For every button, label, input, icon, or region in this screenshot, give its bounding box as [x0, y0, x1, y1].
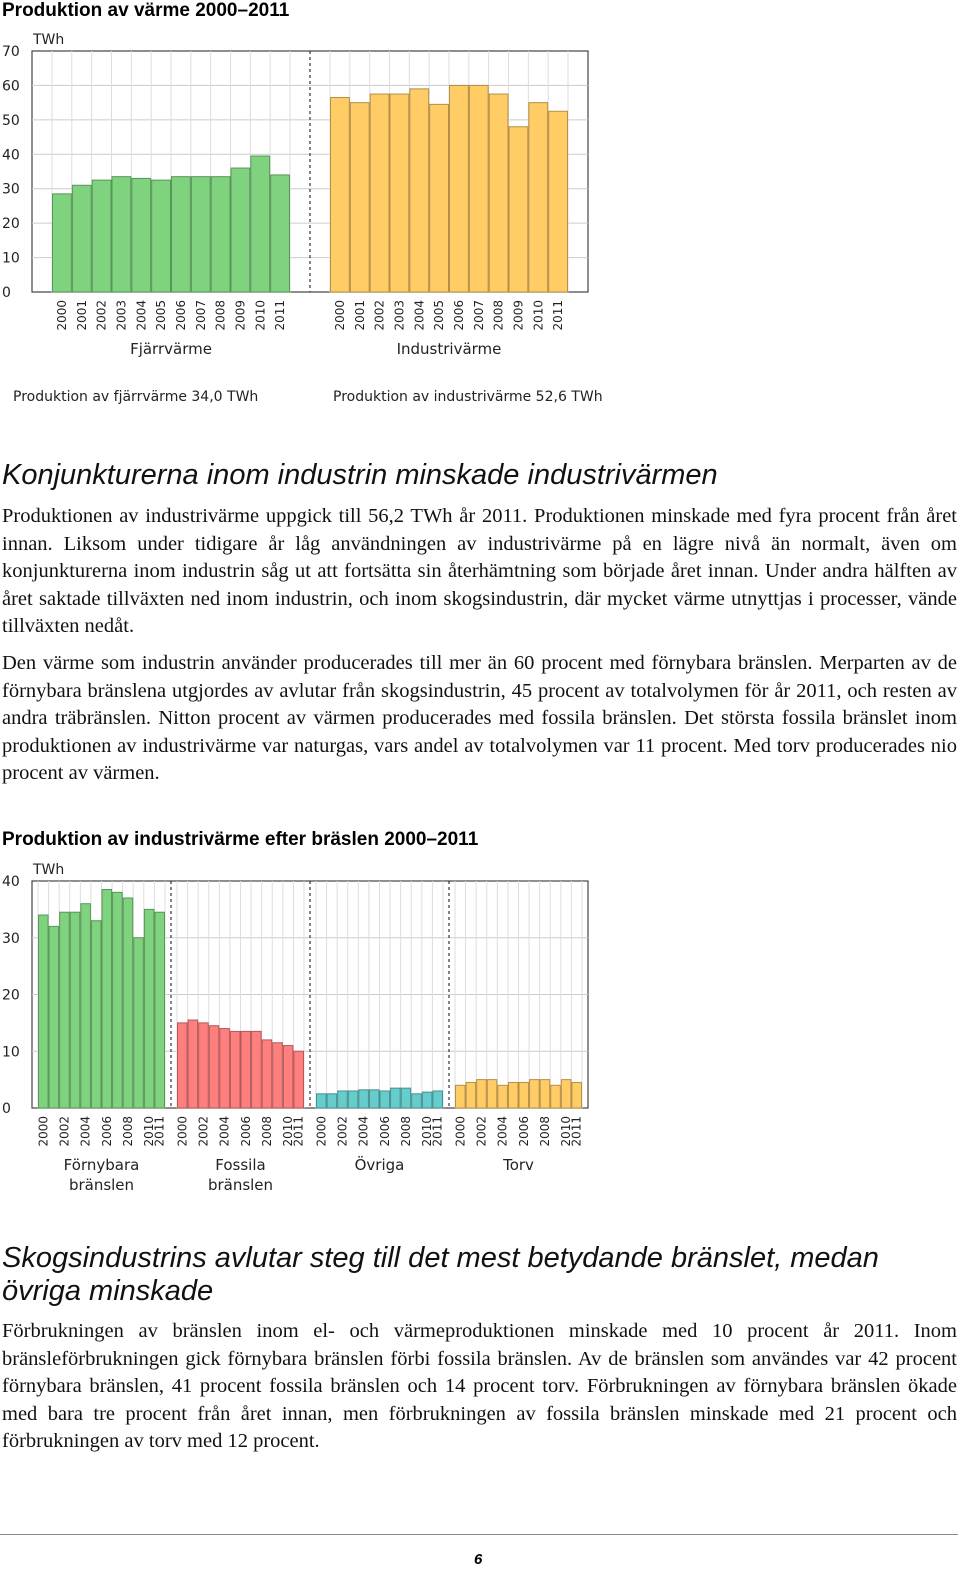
- bar: [540, 1080, 550, 1108]
- x-tick-label: 2004: [78, 1116, 93, 1147]
- bar: [102, 890, 112, 1108]
- series-label: Fjärrvärme: [130, 340, 212, 358]
- x-tick-label: 2000: [314, 1116, 329, 1147]
- bar: [294, 1051, 304, 1108]
- section1-paragraph-1: Produktionen av industrivärme uppgick till 56,2 TWh år 2011. Produktionen minskade med fyra procent från året innan. Liksom under tidigare år låg användningen av industrivärme på en lägre nivå än normalt, även om konjunkturerna inom industrin såg ut att fortsätta sin återhämtning som började året innan. Under andra hälften av året saktade tillväxten ned inom industrin, och inom skogsindustrin, där mycket värme utnyttjas i processer, vände tillväxten nedåt.: [2, 505, 957, 637]
- bar: [331, 97, 350, 292]
- bar: [572, 1082, 582, 1108]
- x-tick-label: 2004: [134, 300, 149, 331]
- bar: [561, 1080, 571, 1108]
- x-tick-label: 2010: [559, 1116, 574, 1147]
- chart1-note-industrial: Produktion av industrivärme 52,6 TWh: [333, 389, 603, 405]
- x-tick-label: 2002: [372, 300, 387, 331]
- bar: [370, 94, 389, 292]
- y-tick-label: 50: [2, 112, 20, 129]
- x-tick-label: 2002: [335, 1116, 350, 1147]
- x-tick-label: 2000: [332, 300, 347, 331]
- bar: [529, 103, 548, 292]
- bar: [477, 1080, 487, 1108]
- bar: [551, 1085, 561, 1108]
- x-tick-label: 2008: [213, 300, 228, 331]
- x-tick-label: 2010: [253, 300, 268, 331]
- bar: [188, 1020, 198, 1108]
- bar: [359, 1090, 369, 1108]
- series-label: Förnybara: [63, 1156, 140, 1174]
- x-tick-label: 2002: [196, 1116, 211, 1147]
- bar: [251, 156, 270, 292]
- bar: [380, 1091, 390, 1108]
- bar: [327, 1094, 337, 1108]
- bar: [273, 1043, 283, 1108]
- x-tick-label: 2003: [114, 300, 129, 331]
- bar: [241, 1031, 251, 1108]
- series-label: bränslen: [207, 1176, 274, 1194]
- y-axis-unit: TWh: [33, 32, 65, 48]
- series-label: Torv: [503, 1156, 534, 1174]
- bar: [91, 921, 101, 1108]
- bar: [422, 1092, 432, 1108]
- bar: [134, 938, 144, 1108]
- series-label: Fossila: [215, 1156, 266, 1174]
- x-tick-label: 2008: [491, 300, 506, 331]
- bar: [498, 1085, 508, 1108]
- x-tick-label: 2007: [471, 300, 486, 331]
- bar: [466, 1082, 476, 1108]
- x-tick-label: 2011: [152, 1116, 167, 1147]
- x-tick-label: 2005: [432, 300, 447, 331]
- bar: [549, 111, 568, 292]
- bar: [469, 85, 488, 292]
- x-tick-label: 2011: [551, 300, 566, 331]
- bar: [348, 1091, 358, 1108]
- bar: [487, 1080, 497, 1108]
- y-tick-label: 10: [2, 1044, 20, 1061]
- bar: [211, 177, 230, 292]
- bar: [39, 915, 49, 1108]
- bar: [283, 1046, 293, 1108]
- bar: [430, 104, 449, 292]
- x-tick-label: 2006: [173, 300, 188, 331]
- bar: [199, 1023, 209, 1108]
- chart1-title: Produktion av värme 2000–2011: [2, 0, 290, 21]
- x-tick-label: 2004: [495, 1116, 510, 1147]
- x-tick-label: 2008: [537, 1116, 552, 1147]
- bar: [155, 912, 165, 1108]
- y-tick-label: 0: [2, 285, 11, 301]
- bar: [191, 177, 210, 292]
- x-tick-label: 2002: [94, 300, 109, 331]
- y-tick-label: 70: [2, 44, 20, 60]
- x-tick-label: 2004: [412, 300, 427, 331]
- bar: [391, 1088, 401, 1108]
- x-tick-label: 2010: [531, 300, 546, 331]
- bar: [172, 177, 191, 292]
- x-tick-label: 2009: [511, 300, 526, 331]
- bar: [112, 177, 131, 292]
- bar: [401, 1088, 411, 1108]
- section1-heading: Konjunkturerna inom industrin minskade industrivärmen: [2, 459, 718, 491]
- x-tick-label: 2000: [453, 1116, 468, 1147]
- bar: [369, 1090, 379, 1108]
- bar: [410, 89, 429, 292]
- x-tick-label: 2011: [569, 1116, 584, 1147]
- series-label: Övriga: [354, 1156, 405, 1174]
- series-label: bränslen: [68, 1176, 135, 1194]
- x-tick-label: 2006: [99, 1116, 114, 1147]
- bar: [123, 898, 133, 1108]
- x-tick-label: 2005: [154, 300, 169, 331]
- bar: [390, 94, 409, 292]
- x-tick-label: 2011: [430, 1116, 445, 1147]
- y-tick-label: 10: [2, 250, 20, 267]
- bar: [70, 912, 80, 1108]
- x-tick-label: 2008: [398, 1116, 413, 1147]
- bar: [450, 85, 469, 292]
- page-number: 6: [474, 1551, 483, 1568]
- x-tick-label: 2009: [233, 300, 248, 331]
- bar: [113, 892, 123, 1108]
- y-axis-unit: TWh: [33, 862, 65, 878]
- x-tick-label: 2010: [281, 1116, 296, 1147]
- bar: [252, 1031, 262, 1108]
- bar: [508, 1082, 518, 1108]
- bar: [231, 168, 250, 292]
- bar: [412, 1094, 422, 1108]
- x-tick-label: 2000: [175, 1116, 190, 1147]
- heat-production-chart: [0, 22, 620, 402]
- x-tick-label: 2000: [36, 1116, 51, 1147]
- bar: [530, 1080, 540, 1108]
- bar: [262, 1040, 272, 1108]
- bar: [132, 178, 151, 292]
- y-tick-label: 30: [2, 930, 20, 947]
- x-tick-label: 2002: [474, 1116, 489, 1147]
- bar: [433, 1091, 443, 1108]
- x-tick-label: 2006: [238, 1116, 253, 1147]
- bar: [144, 909, 154, 1108]
- bar: [152, 180, 171, 292]
- bar: [49, 926, 59, 1108]
- chart2-title: Produktion av industrivärme efter bräslen 2000–2011: [2, 829, 479, 850]
- bar: [509, 127, 528, 292]
- y-tick-label: 60: [2, 78, 20, 95]
- bar: [209, 1026, 219, 1108]
- bar: [92, 180, 111, 292]
- x-tick-label: 2003: [392, 300, 407, 331]
- bar: [81, 904, 91, 1108]
- chart1-note-district: Produktion av fjärrvärme 34,0 TWh: [13, 389, 259, 405]
- x-tick-label: 2002: [57, 1116, 72, 1147]
- industrial-heat-by-fuel-chart: [0, 852, 620, 1202]
- series-label: Industrivärme: [396, 340, 502, 358]
- bar: [178, 1023, 188, 1108]
- x-tick-label: 2001: [352, 300, 367, 331]
- bar: [271, 175, 290, 292]
- footer-divider: [0, 1534, 958, 1535]
- bar: [519, 1082, 529, 1108]
- bar: [338, 1091, 348, 1108]
- bar: [350, 103, 369, 292]
- x-tick-label: 2006: [377, 1116, 392, 1147]
- bar: [220, 1029, 230, 1108]
- section2-heading: Skogsindustrins avlutar steg till det mest betydande bränslet, medan övriga minskade: [2, 1242, 879, 1307]
- bar: [456, 1085, 466, 1108]
- y-tick-label: 30: [2, 181, 20, 198]
- x-tick-label: 2007: [193, 300, 208, 331]
- section1-paragraph-2: Den värme som industrin använder producerades till mer än 60 procent med förnybara bränslen. Merparten av de förnybara bränslena utgjordes av avlutar från skogsindustrin, 45 procent av totalvolymen för år 2011, och resten av andra träbränslen. Nitton procent av värmen producerades med fossila bränslen. Det största fossila bränslet inom produktionen av industrivärme var naturgas, vars andel av totalvolymen var 11 procent. Med torv producerades nio procent av värmen.: [2, 652, 957, 784]
- x-tick-label: 2011: [273, 300, 288, 331]
- x-tick-label: 2006: [451, 300, 466, 331]
- x-tick-label: 2000: [54, 300, 69, 331]
- x-tick-label: 2006: [516, 1116, 531, 1147]
- bar: [53, 194, 72, 292]
- bar: [60, 912, 70, 1108]
- bar: [230, 1031, 240, 1108]
- y-tick-label: 20: [2, 987, 20, 1004]
- y-tick-label: 20: [2, 216, 20, 233]
- x-tick-label: 2004: [217, 1116, 232, 1147]
- y-tick-label: 40: [2, 874, 20, 890]
- y-tick-label: 40: [2, 147, 20, 164]
- bar: [489, 94, 508, 292]
- x-tick-label: 2010: [420, 1116, 435, 1147]
- y-tick-label: 0: [2, 1101, 11, 1117]
- section2-paragraph-1: Förbrukningen av bränslen inom el- och värmeproduktionen minskade med 10 procent år 2011. Inom bränsleförbrukningen gick förnybara bränslen förbi fossila bränslen. Av de bränslen som användes var 42 procent förnybara bränslen, 41 procent fossila bränslen och 14 procent torv. Förbrukningen av förnybara bränslen ökade med bara tre procent från året innan, men förbrukningen av fossila bränslen minskade med 21 procent och förbrukningen av torv med 12 procent.: [2, 1320, 957, 1452]
- x-tick-label: 2011: [291, 1116, 306, 1147]
- bar: [317, 1094, 327, 1108]
- x-tick-label: 2010: [142, 1116, 157, 1147]
- bar: [72, 185, 91, 292]
- x-tick-label: 2004: [356, 1116, 371, 1147]
- x-tick-label: 2008: [259, 1116, 274, 1147]
- x-tick-label: 2008: [120, 1116, 135, 1147]
- x-tick-label: 2001: [74, 300, 89, 331]
